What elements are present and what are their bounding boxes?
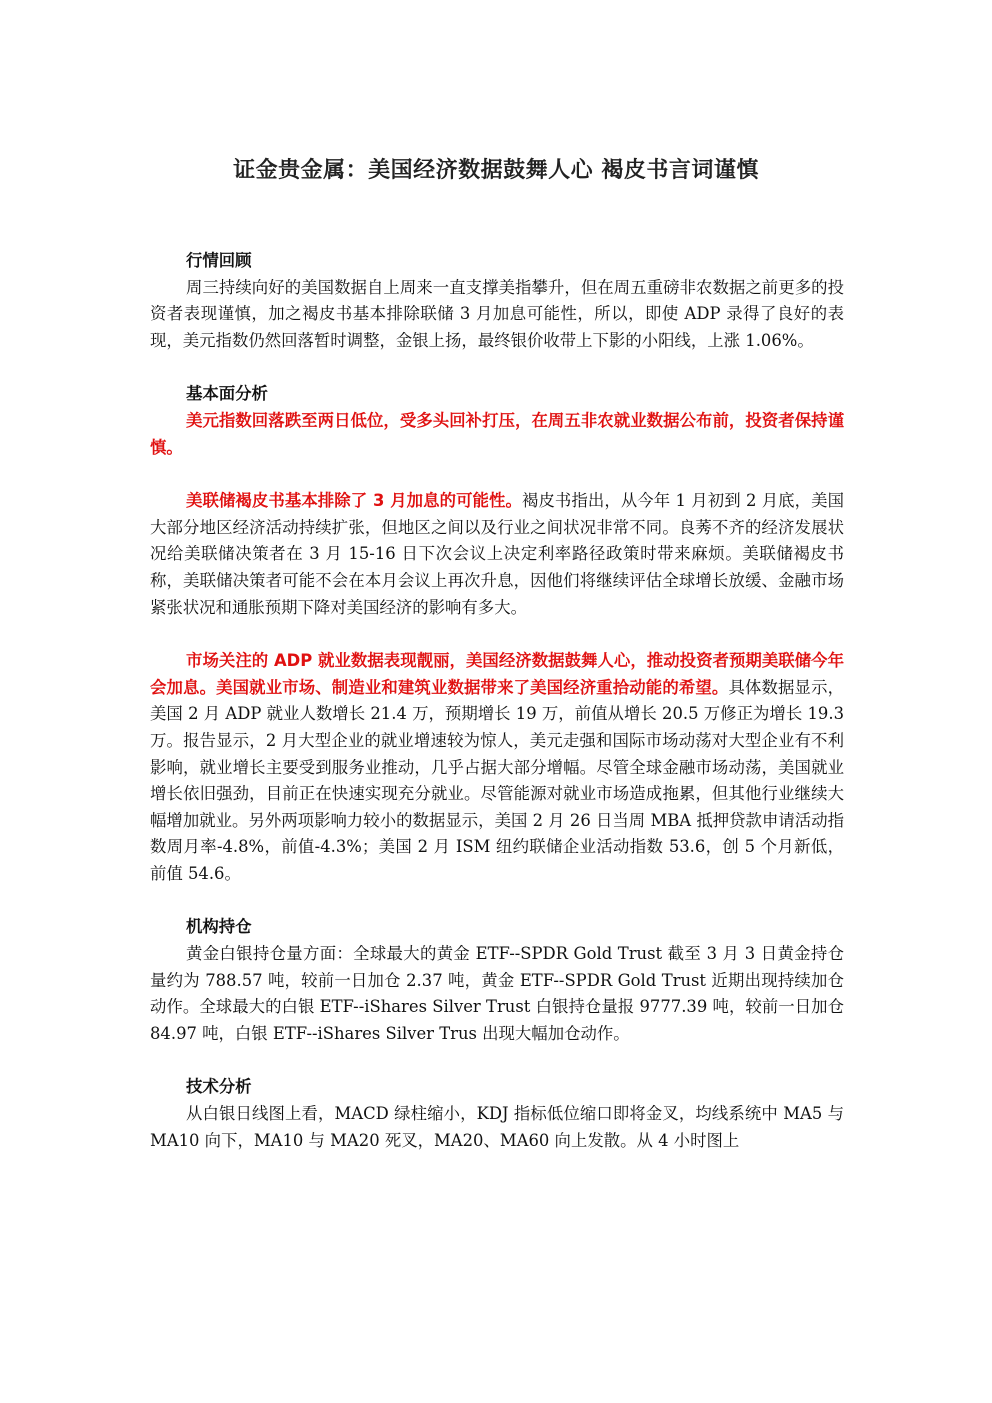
spacer bbox=[150, 1047, 844, 1074]
highlight-text: 美元指数回落跌至两日低位，受多头回补打压，在周五非农就业数据公布前，投资者保持谨慎。 bbox=[150, 410, 844, 457]
positions-paragraph: 黄金白银持仓量方面：全球最大的黄金 ETF--SPDR Gold Trust 截至 3 月 3 日黄金持仓量约为 788.57 吨，较前一日加仓 2.37 吨，黄金 ETF--SPDR Gold Trust 近期出现持续加仓动作。全球最大的白银 ETF--iShares Silver Trust 白银持仓量报 9777.39 吨，较前一日加仓 84.97 吨，白银 ETF--iShares Silver Trus 出现大幅加仓动作。 bbox=[150, 944, 844, 1043]
highlight-text: 美联储褐皮书基本排除了 3 月加息的可能性。 bbox=[186, 491, 522, 511]
spacer bbox=[150, 621, 844, 648]
page-title: 证金贵金属：美国经济数据鼓舞人心 褐皮书言词谨慎 bbox=[233, 158, 759, 183]
section-heading-review: 行情回顾 bbox=[186, 251, 252, 270]
highlight-text: 市场关注的 ADP 就业数据表现靓丽，美国经济数据鼓舞人心，推动投资者预期美联储今年会加息。美国就业市场、制造业和建筑业数据带来了美国经济重拾动能的希望。 bbox=[150, 651, 844, 697]
technical-paragraph: 从白银日线图上看，MACD 绿柱缩小，KDJ 指标低位缩口即将金叉，均线系统中 MA5 与 MA10 向下，MA10 与 MA20 死叉，MA20、MA60 向上发散。从 4 小时图上 bbox=[150, 1104, 844, 1150]
article-body bbox=[150, 248, 844, 1154]
review-paragraph: 周三持续向好的美国数据自上周来一直支撑美指攀升，但在周五重磅非农数据之前更多的投资者表现谨慎，加之褐皮书基本排除联储 3 月加息可能性，所以，即使 ADP 录得了良好的表现，美元指数仍然回落暂时调整，金银上扬，最终银价收带上下影的小阳线，上涨 1.06%。 bbox=[150, 277, 844, 350]
fundamental-paragraph-3 bbox=[150, 648, 844, 887]
spacer bbox=[150, 461, 844, 488]
section-heading-fundamental: 基本面分析 bbox=[186, 384, 268, 404]
fundamental-paragraph-2 bbox=[150, 488, 844, 621]
spacer bbox=[150, 887, 844, 914]
section-heading-positions: 机构持仓 bbox=[186, 917, 252, 937]
section-heading-technical: 技术分析 bbox=[186, 1077, 252, 1097]
body-text: 褐皮书指出，从今年 1 月初到 2 月底，美国大部分地区经济活动持续扩张，但地区之间以及行业之间状况非常不同。良莠不齐的经济发展状况给美联储决策者在 3 月 15-16 日下次会议上决定利率路径政策时带来麻烦。美联储褐皮书称，美联储决策者可能不会在本月会议上再次升息，因他们将继续评估全球增长放缓、金融市场紧张状况和通胀预期下降对美国经济的影响有多大。 bbox=[150, 491, 844, 617]
fundamental-paragraph-1 bbox=[150, 408, 844, 461]
spacer bbox=[150, 354, 844, 381]
body-text: 具体数据显示，美国 2 月 ADP 就业人数增长 21.4 万，预期增长 19 万，前值从增长 20.5 万修正为增长 19.3 万。报告显示，2 月大型企业的就业增速较为惊人，美元走强和国际市场动荡对大型企业有不利影响，就业增长主要受到服务业推动，几乎占据大部分增幅。尽管全球金融市场动荡，美国就业增长依旧强劲，目前正在快速实现充分就业。尽管能源对就业市场造成拖累，但其他行业继续大幅增加就业。另外两项影响力较小的数据显示，美国 2 月 26 日当周 MBA 抵押贷款申请活动指数周月率-4.8%，前值-4.3%；美国 2 月 ISM 纽约联储企业活动指数 53.6，创 5 个月新低，前值 54.6。 bbox=[150, 677, 845, 883]
